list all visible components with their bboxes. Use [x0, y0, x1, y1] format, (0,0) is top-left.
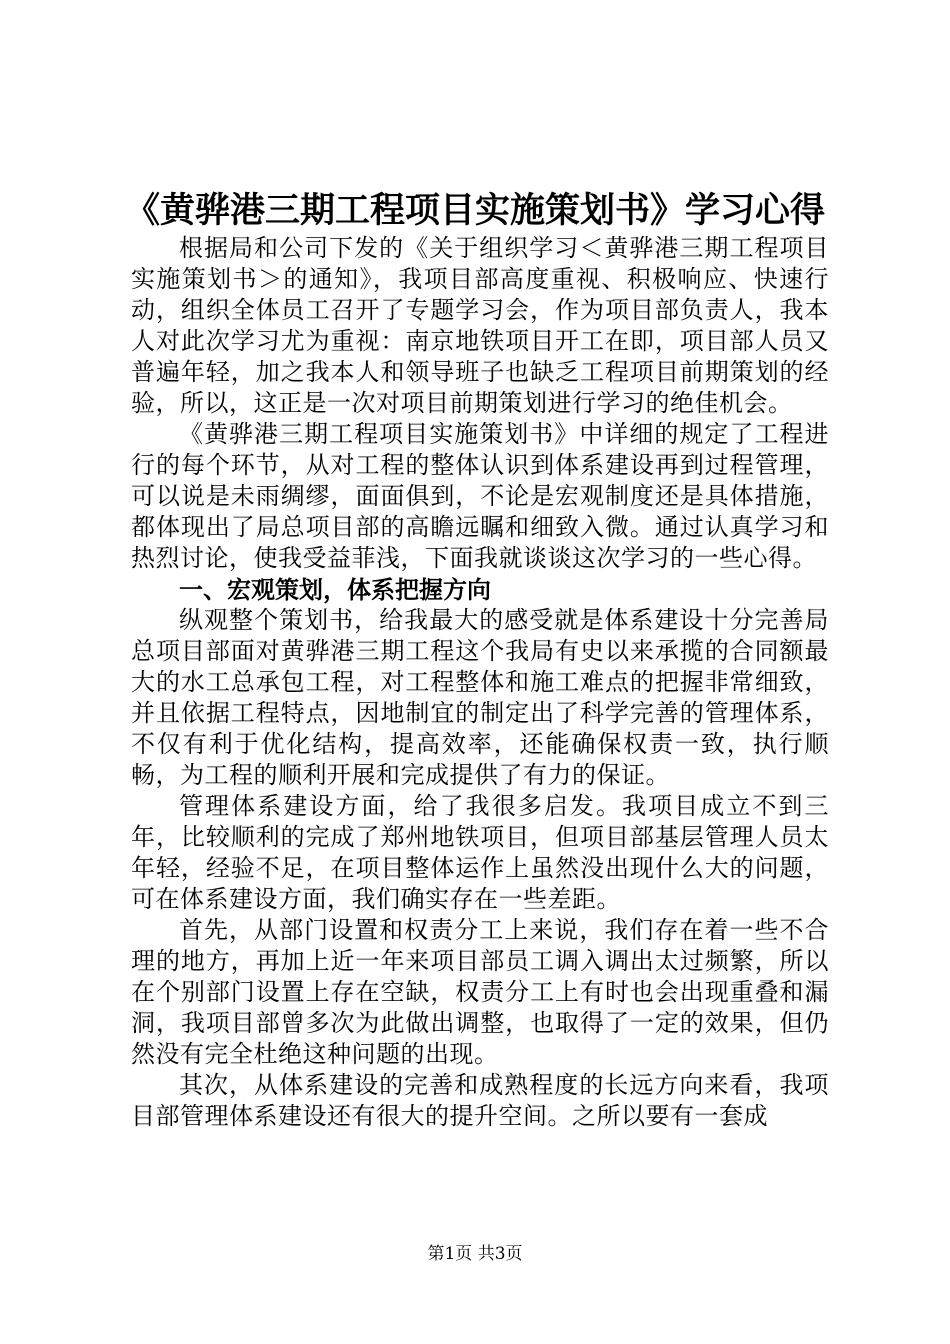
page-number-footer: 第1页 共3页 — [427, 1244, 523, 1264]
document-title: 《黄骅港三期工程项目实施策划书》学习心得 — [124, 190, 825, 231]
paragraph-section-4: 其次，从体系建设的完善和成熟程度的长远方向来看，我项目部管理体系建设还有很大的提升空间。之所以要有一套成 — [131, 1071, 829, 1130]
section-heading: 一、宏观策划，体系把握方向 — [179, 575, 491, 604]
paragraph-section-3: 首先，从部门设置和权责分工上来说，我们存在着一些不合理的地方，再加上近一年来项目部员工调入调出太过频繁，所以在个别部门设置上存在空缺，权责分工上有时也会出现重叠和漏洞，我项目部曾多次为此做出调整，也取得了一定的效果，但仍然没有完全杜绝这种问题的出现。 — [131, 916, 829, 1068]
document-body — [131, 233, 829, 1132]
paragraph-intro: 根据局和公司下发的《关于组织学习＜黄骅港三期工程项目实施策划书＞的通知》，我项目部高度重视、积极响应、快速行动，组织全体员工召开了专题学习会，作为项目部负责人，我本人对此次学习尤为重视：南京地铁项目开工在即，项目部人员又普遍年轻，加之我本人和领导班子也缺乏工程项目前期策划的经验，所以，这正是一次对项目前期策划进行学习的绝佳机会。 — [131, 234, 829, 417]
paragraph-overview: 《黄骅港三期工程项目实施策划书》中详细的规定了工程进行的每个环节，从对工程的整体认识到体系建设再到过程管理，可以说是未雨绸缪，面面俱到，不论是宏观制度还是具体措施，都体现出了局总项目部的高瞻远瞩和细致入微。通过认真学习和热烈讨论，使我受益菲浅，下面我就谈谈这次学习的一些心得。 — [131, 420, 829, 572]
paragraph-section-1: 纵观整个策划书，给我最大的感受就是体系建设十分完善局总项目部面对黄骅港三期工程这个我局有史以来承揽的合同额最大的水工总承包工程，对工程整体和施工难点的把握非常细致，并且依据工程特点，因地制宜的制定出了科学完善的管理体系，不仅有利于优化结构，提高效率，还能确保权责一致，执行顺畅，为工程的顺利开展和完成提供了有力的保证。 — [131, 606, 829, 789]
paragraph-section-2: 管理体系建设方面，给了我很多启发。我项目成立不到三年，比较顺利的完成了郑州地铁项目，但项目部基层管理人员太年轻，经验不足，在项目整体运作上虽然没出现什么大的问题，可在体系建设方面，我们确实存在一些差距。 — [131, 792, 829, 913]
